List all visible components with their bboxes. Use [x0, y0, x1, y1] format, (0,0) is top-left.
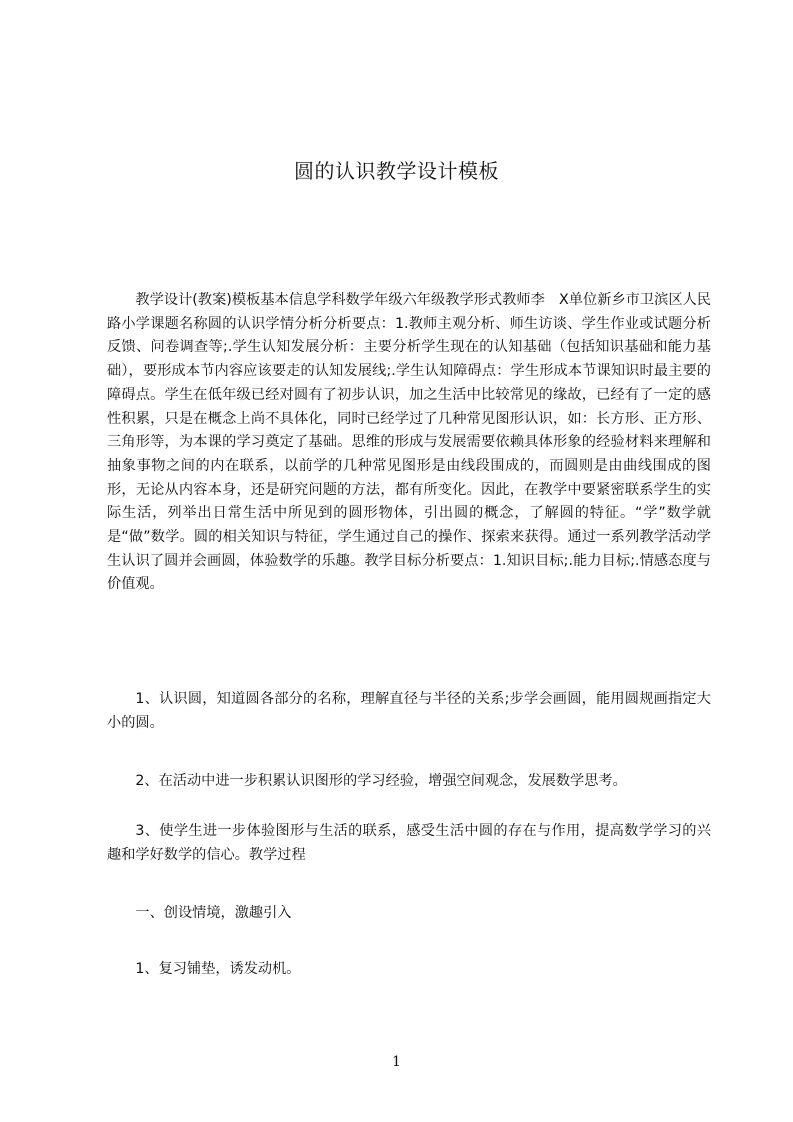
goal-paragraph-3: 3、使学生进一步体验图形与生活的联系，感受生活中圆的存在与作用，提高数学学习的兴趣和学好数学的信心。教学过程 [107, 823, 711, 863]
goal-paragraph-2: 2、在活动中进一步积累认识图形的学习经验，增强空间观念，发展数学思考。 [135, 773, 627, 789]
document-title: 圆的认识教学设计模板 [294, 159, 499, 184]
section-heading-1: 一、创设情境，激趣引入 [135, 905, 292, 921]
intro-paragraph: 教学设计(教案)模板基本信息学科数学年级六年级教学形式教师李 X单位新乡市卫滨区人民路小学课题名称圆的认识学情分析分析要点：1.教师主观分析、师生访谈、学生作业或试题分析反馈、问卷调查等;.学生认知发展分析：主要分析学生现在的认知基础（包括知识基础和能力基础），要形成本节内容应该要走的认知发展线;.学生认知障碍点：学生形成本节课知识时最主要的障碍点。学生在低年级已经对圆有了初步认识，加之生活中比较常见的缘故，已经有了一定的感性积累，只是在概念上尚不具体化，同时已经学过了几种常见图形认识，如：长方形、正方形、三角形等，为本课的学习奠定了基础。思维的形成与发展需要依赖具体形象的经验材料来理解和抽象事物之间的内在联系，以前学的几种常见图形是由线段围成的，而圆则是由曲线围成的图形，无论从内容本身，还是研究问题的方法，都有所变化。因此，在教学中要紧密联系学生的实际生活，列举出日常生活中所见到的圆形物体，引出圆的概念，了解圆的特征。“学”数学就是“做”数学。圆的相关知识与特征，学生通过自己的操作、探索来获得。通过一系列教学活动学生认识了圆并会画圆，体验数学的乐趣。教学目标分析要点：1.知识目标;.能力目标;.情感态度与价值观。 [107, 292, 711, 593]
page-number: 1 [392, 1054, 401, 1070]
goal-paragraph-1: 1、认识圆，知道圆各部分的名称，理解直径与半径的关系;步学会画圆，能用圆规画指定大小的圆。 [107, 691, 711, 731]
subsection-heading-1: 1、复习铺垫，诱发动机。 [135, 961, 301, 977]
